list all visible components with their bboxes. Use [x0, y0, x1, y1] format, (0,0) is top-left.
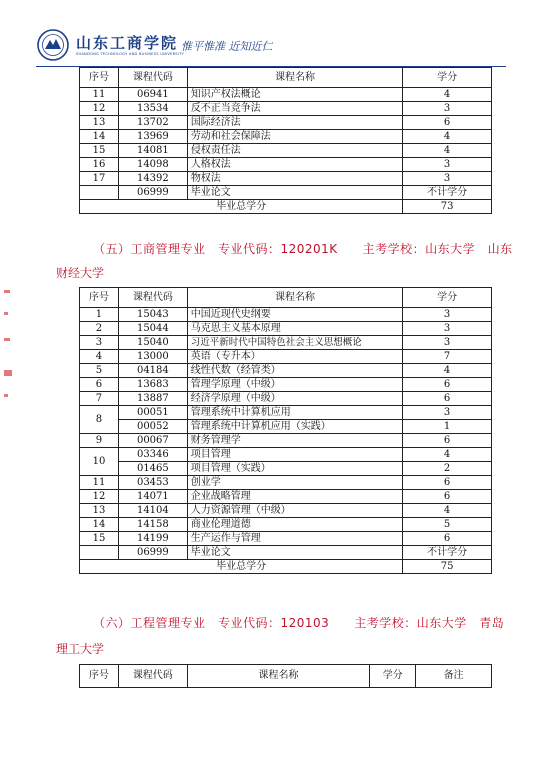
cell-credit: 4	[403, 88, 492, 102]
cell-no: 3	[80, 336, 119, 350]
table-row	[80, 434, 492, 448]
col-header-no: 序号	[80, 665, 119, 688]
school-motto: 惟平惟准 近知近仁	[181, 40, 273, 53]
col-header-name: 课程名称	[187, 68, 402, 88]
cell-code: 14081	[118, 144, 187, 158]
table-row	[80, 504, 492, 518]
cell-no: 13	[80, 504, 119, 518]
cell-credit: 6	[403, 378, 492, 392]
cell-no: 5	[80, 364, 119, 378]
cell-no: 8	[80, 406, 119, 434]
cell-code: 13887	[118, 392, 187, 406]
cell-code: 14104	[118, 504, 187, 518]
cell-no: 12	[80, 490, 119, 504]
col-header-credit: 学分	[403, 288, 492, 308]
cell-name: 项目管理（实践）	[187, 462, 402, 476]
stamp-marks	[4, 290, 14, 410]
cell-name: 中国近现代史纲要	[187, 308, 402, 322]
cell-credit: 4	[403, 130, 492, 144]
cell-code: 13534	[118, 102, 187, 116]
cell-name: 习近平新时代中国特色社会主义思想概论	[187, 336, 402, 350]
section-5-title-cont: 财经大学	[56, 266, 105, 280]
col-header-credit: 学分	[370, 665, 416, 688]
col-header-code: 课程代码	[118, 288, 187, 308]
cell-credit: 不计学分	[403, 546, 492, 560]
cell-name: 侵权责任法	[187, 144, 402, 158]
cell-name: 管理系统中计算机应用	[187, 406, 402, 420]
cell-code: 14199	[118, 532, 187, 546]
cell-credit: 3	[403, 336, 492, 350]
section-6-title: （六）工程管理专业 专业代码：120103 主考学校：山东大学 青岛	[93, 616, 505, 630]
cell-credit: 3	[403, 158, 492, 172]
col-header-no: 序号	[80, 68, 119, 88]
cell-name: 马克思主义基本原理	[187, 322, 402, 336]
col-header-credit: 学分	[403, 68, 492, 88]
cell-name: 国际经济法	[187, 116, 402, 130]
table-row	[80, 546, 492, 560]
cell-name: 商业伦理道德	[187, 518, 402, 532]
cell-no	[80, 186, 119, 200]
cell-credit: 1	[403, 420, 492, 434]
cell-credit: 4	[403, 504, 492, 518]
cell-no: 7	[80, 392, 119, 406]
cell-name: 毕业论文	[187, 186, 402, 200]
cell-code: 06999	[118, 546, 187, 560]
page-header	[36, 28, 506, 68]
cell-name: 经济学原理（中级）	[187, 392, 402, 406]
total-row	[80, 200, 492, 214]
col-header-code: 课程代码	[118, 665, 187, 688]
business-admin-courses-table	[79, 287, 492, 574]
cell-credit: 5	[403, 518, 492, 532]
cell-credit: 4	[403, 448, 492, 462]
cell-code: 03346	[118, 448, 187, 462]
table-row	[80, 144, 492, 158]
table-row	[80, 476, 492, 490]
cell-name: 管理学原理（中级）	[187, 378, 402, 392]
cell-name: 物权法	[187, 172, 402, 186]
table-row	[80, 116, 492, 130]
cell-no: 17	[80, 172, 119, 186]
table-row	[80, 102, 492, 116]
cell-code: 13702	[118, 116, 187, 130]
section-5-title: （五）工商管理专业 专业代码：120201K 主考学校：山东大学 山东	[93, 242, 513, 256]
table-row	[80, 364, 492, 378]
cell-no: 14	[80, 130, 119, 144]
section-6-title-cont: 理工大学	[56, 642, 105, 656]
cell-code: 00052	[118, 420, 187, 434]
cell-code: 03453	[118, 476, 187, 490]
table-row	[80, 322, 492, 336]
cell-code: 13683	[118, 378, 187, 392]
cell-name: 线性代数（经管类）	[187, 364, 402, 378]
cell-credit: 3	[403, 406, 492, 420]
cell-name: 项目管理	[187, 448, 402, 462]
cell-code: 15044	[118, 322, 187, 336]
table-row	[80, 336, 492, 350]
cell-no: 9	[80, 434, 119, 448]
cell-credit: 6	[403, 116, 492, 130]
cell-code: 15040	[118, 336, 187, 350]
cell-no: 6	[80, 378, 119, 392]
cell-name: 创业学	[187, 476, 402, 490]
cell-credit: 4	[403, 144, 492, 158]
col-header-code: 课程代码	[118, 68, 187, 88]
col-header-name: 课程名称	[187, 665, 370, 688]
cell-code: 14392	[118, 172, 187, 186]
cell-credit: 6	[403, 476, 492, 490]
cell-name: 毕业论文	[187, 546, 402, 560]
cell-code: 01465	[118, 462, 187, 476]
cell-no: 11	[80, 476, 119, 490]
table-row	[80, 350, 492, 364]
cell-credit: 3	[403, 102, 492, 116]
cell-name: 财务管理学	[187, 434, 402, 448]
cell-name: 人格权法	[187, 158, 402, 172]
table-row	[80, 186, 492, 200]
cell-code: 14158	[118, 518, 187, 532]
cell-name: 生产运作与管理	[187, 532, 402, 546]
cell-code: 14098	[118, 158, 187, 172]
cell-name: 企业战略管理	[187, 490, 402, 504]
total-label: 毕业总学分	[80, 560, 403, 574]
cell-code: 14071	[118, 490, 187, 504]
table-header-row	[80, 665, 492, 688]
cell-credit: 不计学分	[403, 186, 492, 200]
cell-no: 2	[80, 322, 119, 336]
cell-name: 劳动和社会保障法	[187, 130, 402, 144]
cell-no: 16	[80, 158, 119, 172]
col-header-no: 序号	[80, 288, 119, 308]
school-logo-icon	[36, 28, 70, 62]
cell-no: 12	[80, 102, 119, 116]
cell-name: 反不正当竞争法	[187, 102, 402, 116]
school-name-english: SHANDONG TECHNOLOGY AND BUSINESS UNIVERSITY	[76, 52, 185, 56]
table-row	[80, 308, 492, 322]
cell-no: 10	[80, 448, 119, 476]
cell-credit: 6	[403, 434, 492, 448]
cell-name: 英语（专升本）	[187, 350, 402, 364]
cell-code: 13000	[118, 350, 187, 364]
cell-code: 13969	[118, 130, 187, 144]
cell-no: 14	[80, 518, 119, 532]
school-name: 山东工商学院	[76, 34, 179, 52]
table-row	[80, 462, 492, 476]
table-header-row	[80, 68, 492, 88]
total-value: 73	[403, 200, 492, 214]
total-value: 75	[403, 560, 492, 574]
cell-no: 1	[80, 308, 119, 322]
cell-credit: 6	[403, 392, 492, 406]
table-row	[80, 172, 492, 186]
engineering-mgmt-courses-table	[79, 664, 492, 688]
cell-no: 11	[80, 88, 119, 102]
cell-no: 13	[80, 116, 119, 130]
cell-name: 管理系统中计算机应用（实践）	[187, 420, 402, 434]
col-header-name: 课程名称	[187, 288, 402, 308]
cell-code: 00051	[118, 406, 187, 420]
total-row	[80, 560, 492, 574]
cell-credit: 6	[403, 532, 492, 546]
cell-credit: 2	[403, 462, 492, 476]
cell-no	[80, 546, 119, 560]
cell-credit: 3	[403, 172, 492, 186]
law-courses-table	[79, 67, 492, 214]
cell-credit: 7	[403, 350, 492, 364]
table-row	[80, 420, 492, 434]
table-header-row	[80, 288, 492, 308]
table-row	[80, 378, 492, 392]
total-label: 毕业总学分	[80, 200, 403, 214]
table-row	[80, 406, 492, 420]
cell-code: 06999	[118, 186, 187, 200]
table-row	[80, 88, 492, 102]
cell-credit: 3	[403, 308, 492, 322]
table-row	[80, 532, 492, 546]
cell-no: 15	[80, 532, 119, 546]
table-row	[80, 130, 492, 144]
cell-name: 知识产权法概论	[187, 88, 402, 102]
table-row	[80, 392, 492, 406]
cell-code: 06941	[118, 88, 187, 102]
cell-credit: 3	[403, 322, 492, 336]
col-header-remark: 备注	[416, 665, 492, 688]
cell-no: 15	[80, 144, 119, 158]
cell-no: 4	[80, 350, 119, 364]
cell-code: 00067	[118, 434, 187, 448]
table-row	[80, 518, 492, 532]
cell-code: 04184	[118, 364, 187, 378]
table-row	[80, 490, 492, 504]
cell-credit: 4	[403, 364, 492, 378]
cell-credit: 6	[403, 490, 492, 504]
table-row	[80, 448, 492, 462]
cell-name: 人力资源管理（中级）	[187, 504, 402, 518]
cell-code: 15043	[118, 308, 187, 322]
table-row	[80, 158, 492, 172]
